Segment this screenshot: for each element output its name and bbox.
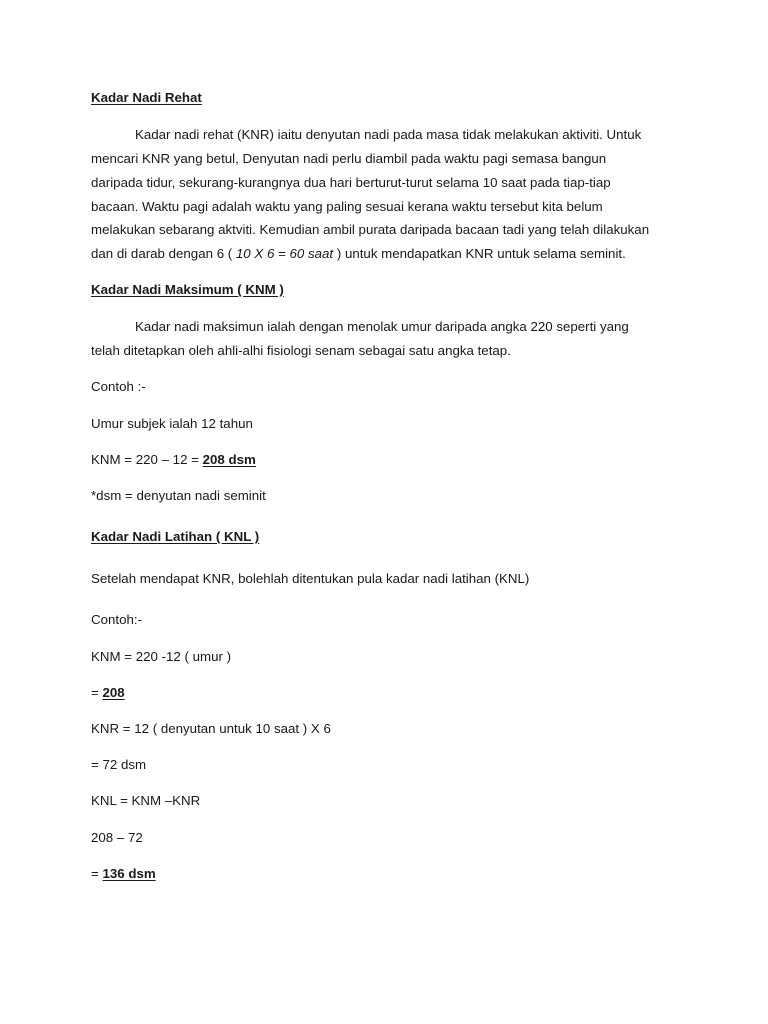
latihan-knr-result: = 72 dsm xyxy=(91,757,147,772)
maksimum-umur-line: Umur subjek ialah 12 tahun xyxy=(91,416,253,431)
latihan-contoh-label: Contoh:- xyxy=(91,612,142,627)
rehat-formula: 10 X 6 = 60 saat xyxy=(235,246,334,261)
rehat-paragraph-line-5: melakukan sebarang aktviti. Kemudian ambil purata daripada bacaan tadi yang telah dilakukan xyxy=(91,222,650,237)
latihan-knl-formula: KNL = KNM –KNR xyxy=(91,793,201,808)
rehat-paragraph-line-2: mencari KNR yang betul, Denyutan nadi perlu diambil pada waktu pagi semasa bangun xyxy=(91,151,607,166)
maksimum-paragraph-line-1: Kadar nadi maksimun ialah dengan menolak umur daripada angka 220 seperti yang xyxy=(135,319,629,334)
latihan-eq1-line xyxy=(91,685,125,701)
eq2-result: 136 dsm xyxy=(102,866,156,881)
latihan-eq2-line xyxy=(91,866,156,882)
maksimum-knm-line xyxy=(91,452,256,468)
eq2-prefix: = xyxy=(91,866,103,881)
heading-kadar-nadi-maksimum: Kadar Nadi Maksimum ( KNM ) xyxy=(91,282,284,297)
latihan-knm-line: KNM = 220 -12 ( umur ) xyxy=(91,649,232,664)
latihan-intro: Setelah mendapat KNR, bolehlah ditentukan pula kadar nadi latihan (KNL) xyxy=(91,571,530,586)
knm-result: 208 dsm xyxy=(202,452,256,467)
rehat-paragraph-line-6 xyxy=(91,246,626,262)
rehat-paragraph-line-3: daripada tidur, sekurang-kurangnya dua hari berturut-turut selama 10 saat pada tiap-tiap xyxy=(91,175,611,190)
eq1-result: 208 xyxy=(102,685,125,700)
rehat-paragraph-line-1: Kadar nadi rehat (KNR) iaitu denyutan nadi pada masa tidak melakukan aktiviti. Untuk xyxy=(135,127,642,142)
heading-kadar-nadi-latihan: Kadar Nadi Latihan ( KNL ) xyxy=(91,529,260,544)
latihan-knl-sub: 208 – 72 xyxy=(91,830,143,845)
eq1-prefix: = xyxy=(91,685,103,700)
maksimum-contoh-label: Contoh :- xyxy=(91,379,146,394)
rehat-paragraph-line-4: bacaan. Waktu pagi adalah waktu yang paling sesuai kerana waktu tersebut kita belum xyxy=(91,199,603,214)
knm-equation: KNM = 220 – 12 = xyxy=(91,452,203,467)
maksimum-paragraph-line-2: telah ditetapkan oleh ahli-alhi fisiologi senam sebagai satu angka tetap. xyxy=(91,343,511,358)
maksimum-dsm-note: *dsm = denyutan nadi seminit xyxy=(91,488,266,503)
latihan-knr-line: KNR = 12 ( denyutan untuk 10 saat ) X 6 xyxy=(91,721,331,736)
rehat-line6-post: ) untuk mendapatkan KNR untuk selama seminit. xyxy=(333,246,626,261)
heading-kadar-nadi-rehat: Kadar Nadi Rehat xyxy=(91,90,202,105)
rehat-line6-pre: dan di darab dengan 6 ( xyxy=(91,246,236,261)
